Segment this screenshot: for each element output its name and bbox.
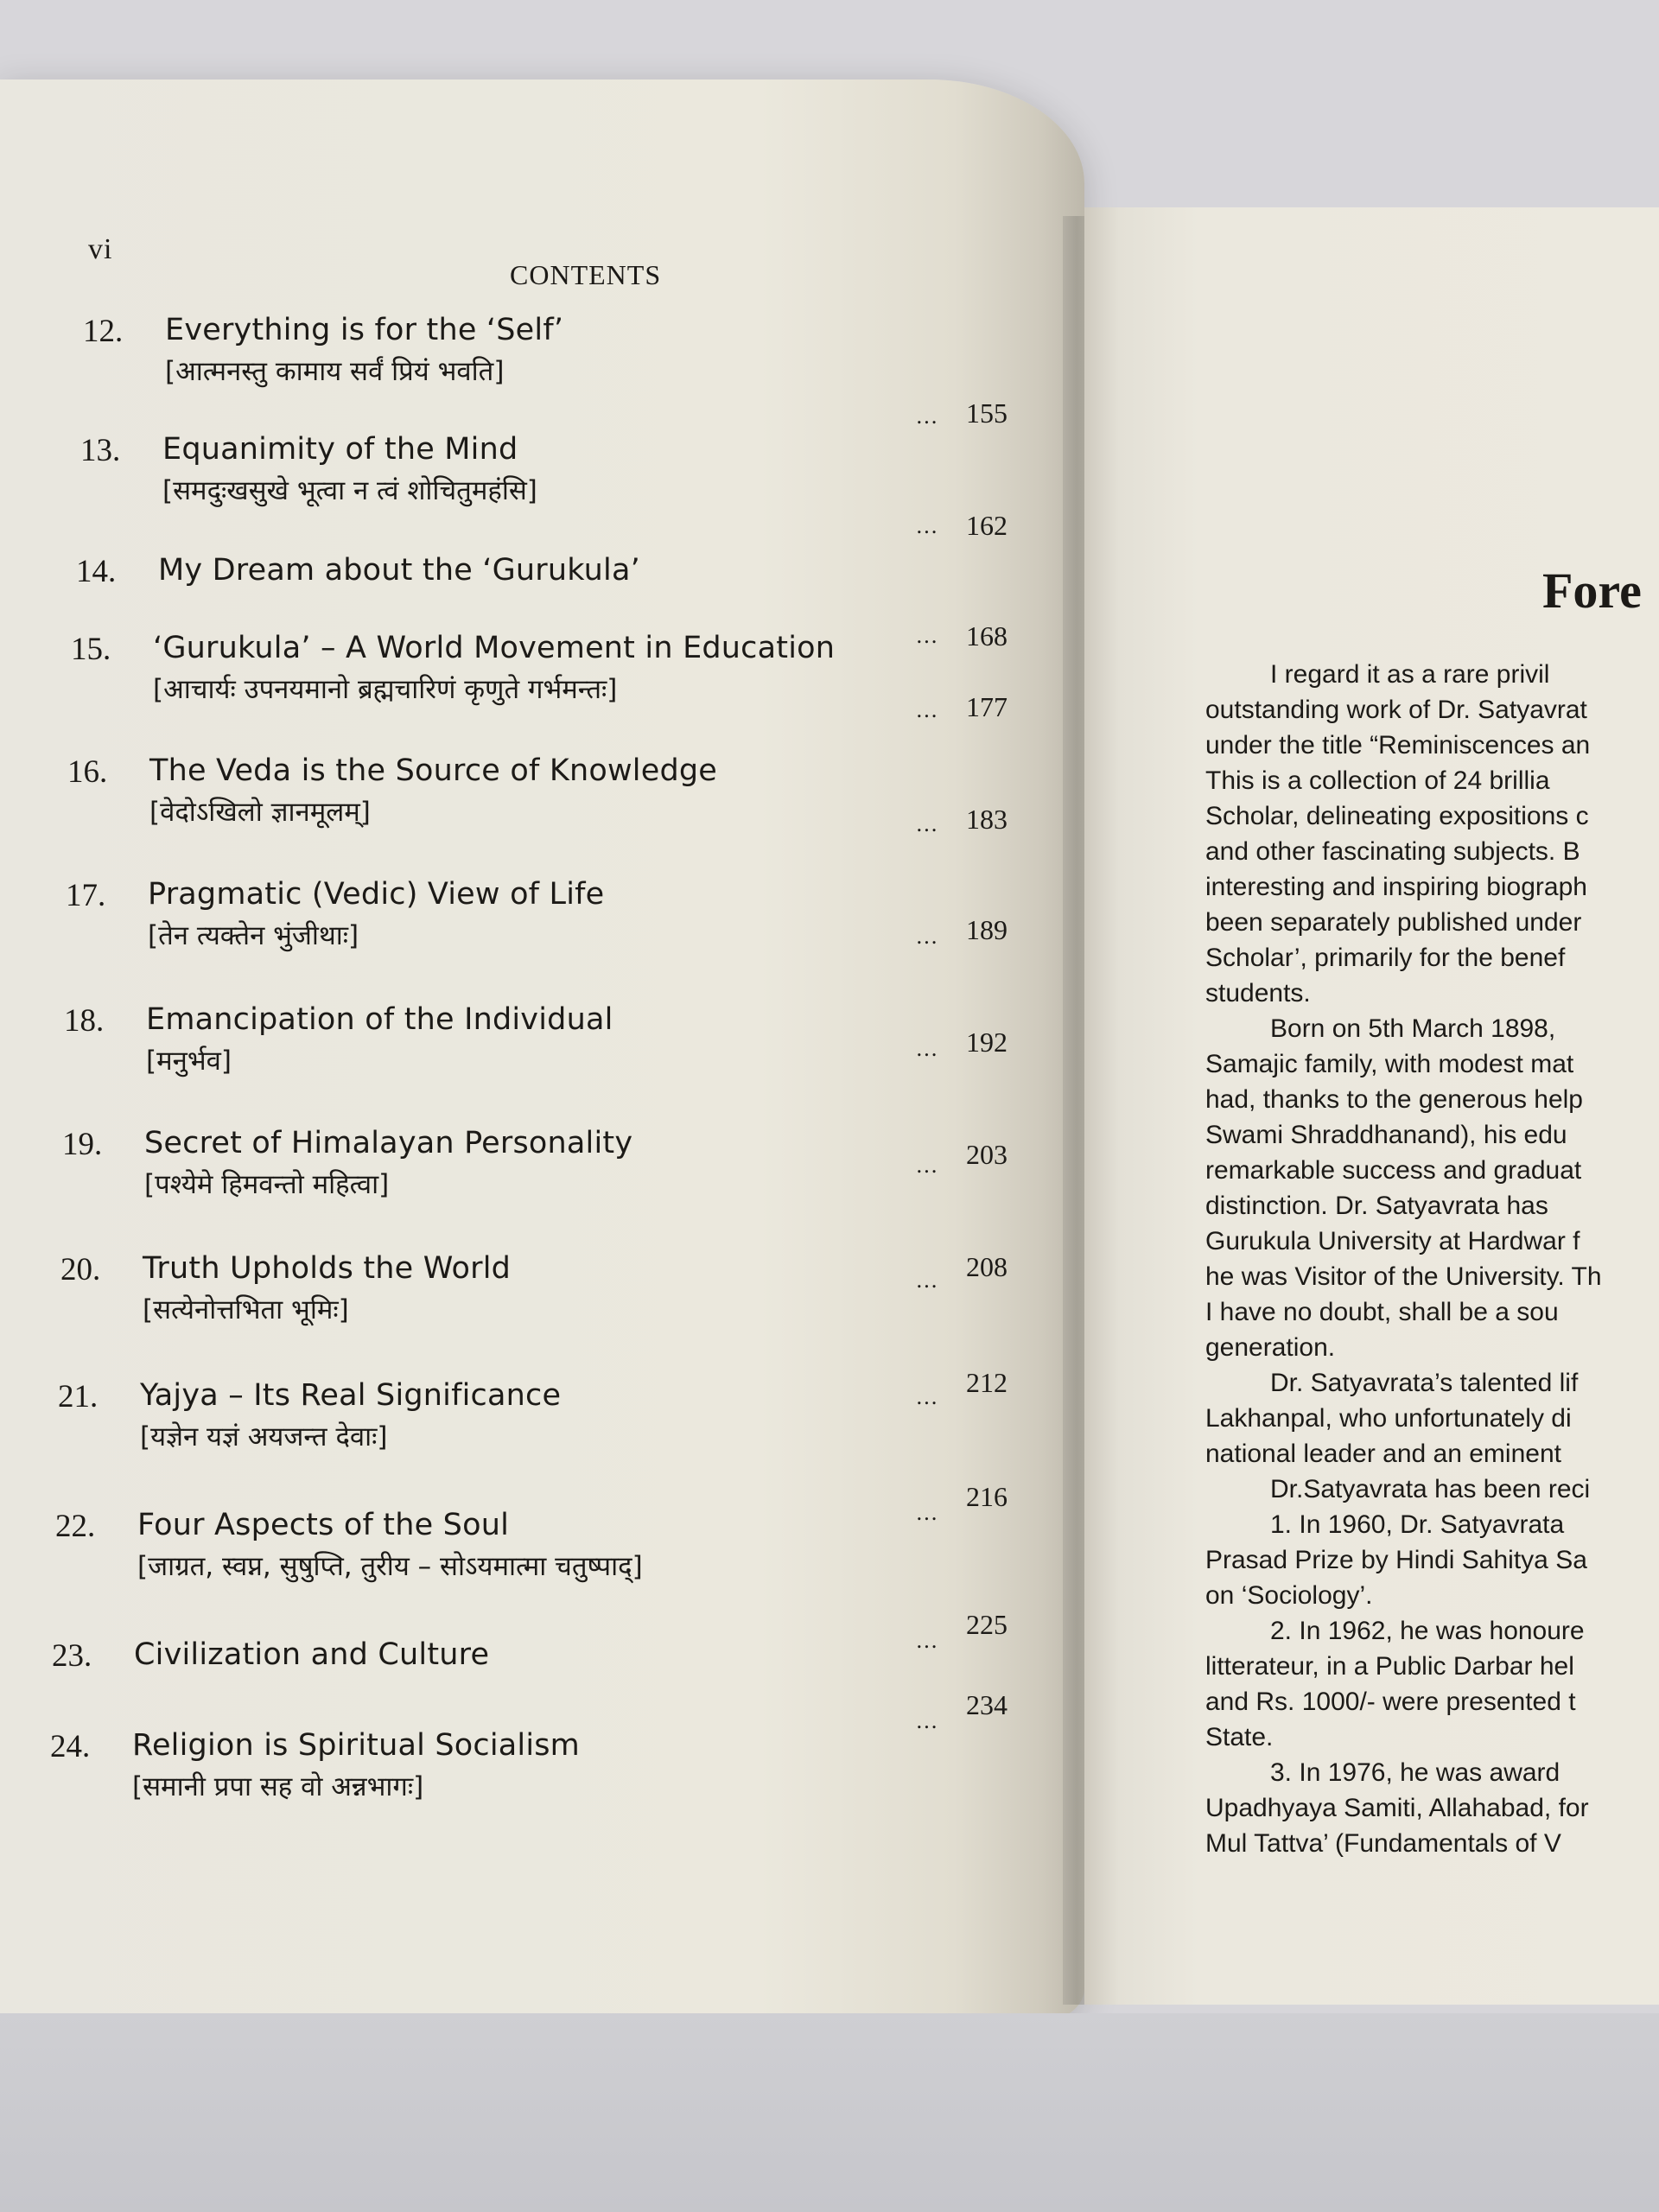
entry-page-number: 234 (966, 1689, 1007, 1720)
entry-sanskrit-subtitle: [पश्येमे हिमवन्तो महित्वा] (144, 1169, 390, 1200)
foreword-line: This is a collection of 24 brillia (1205, 766, 1550, 795)
entry-number: 16. (67, 754, 108, 790)
foreword-line: and Rs. 1000/- were presented t (1205, 1688, 1576, 1716)
foreword-line: under the title “Reminiscences an (1205, 731, 1591, 760)
entry-sanskrit-subtitle: [जाग्रत, स्वप्न, सुषुप्ति, तुरीय – सोऽयमात्मा चतुष्पाद्] (137, 1551, 643, 1582)
foreword-line: national leader and an eminent (1205, 1440, 1561, 1468)
foreword-line: Dr. Satyavrata’s talented lif (1270, 1369, 1579, 1397)
foreword-line: Dr.Satyavrata has been reci (1270, 1475, 1591, 1503)
entry-number: 20. (60, 1252, 101, 1287)
entry-title: Emancipation of the Individual (146, 1002, 613, 1037)
foreword-line: remarkable success and graduat (1205, 1156, 1582, 1185)
dot-leader: ... (916, 1709, 938, 1733)
entry-page-number: 177 (966, 691, 1007, 722)
entry-page-number: 225 (966, 1609, 1007, 1640)
entry-page-number: 203 (966, 1139, 1007, 1170)
foreword-line: I regard it as a rare privil (1270, 660, 1550, 689)
entry-sanskrit-subtitle: [आचार्यः उपनयमानो ब्रह्मचारिणं कृणुते गर्भमन्तः] (153, 674, 618, 705)
dot-leader: ... (916, 1629, 938, 1653)
entry-number: 17. (66, 878, 106, 913)
entry-page-number: 192 (966, 1027, 1007, 1058)
entry-number: 13. (80, 433, 121, 468)
foreword-line: Lakhanpal, who unfortunately di (1205, 1404, 1572, 1433)
entry-title: Truth Upholds the World (143, 1251, 512, 1286)
foreword-line: Samajic family, with modest mat (1205, 1050, 1574, 1078)
entry-sanskrit-subtitle: [समानी प्रपा सह वो अन्नभागः] (132, 1771, 424, 1802)
entry-sanskrit-subtitle: [सत्येनोत्तभिता भूमिः] (143, 1294, 349, 1325)
entry-title: My Dream about the ‘Gurukula’ (158, 553, 640, 588)
entry-title: Four Aspects of the Soul (137, 1508, 510, 1542)
entry-sanskrit-subtitle: [यज्ञेन यज्ञं अयजन्त देवाः] (140, 1421, 388, 1452)
entry-number: 21. (58, 1379, 99, 1414)
entry-number: 12. (83, 314, 124, 349)
entry-sanskrit-subtitle: [वेदोऽखिलो ज्ञानमूलम्] (149, 797, 371, 828)
foreword-line: distinction. Dr. Satyavrata has (1205, 1192, 1548, 1220)
entry-title: Pragmatic (Vedic) View of Life (148, 877, 605, 912)
entry-sanskrit-subtitle: [मनुर्भव] (146, 1046, 232, 1077)
foreword-line: Gurukula University at Hardwar f (1205, 1227, 1580, 1255)
dot-leader: ... (916, 1154, 938, 1178)
dot-leader: ... (916, 404, 938, 429)
entry-number: 14. (76, 554, 117, 589)
dot-leader: ... (916, 1385, 938, 1409)
entry-number: 19. (62, 1127, 103, 1162)
entry-title: ‘Gurukula’ – A World Movement in Education (153, 631, 836, 665)
foreword-line: on ‘Sociology’. (1205, 1581, 1373, 1610)
foreword-line: litterateur, in a Public Darbar hel (1205, 1652, 1574, 1681)
foreword-line: 3. In 1976, he was award (1270, 1758, 1560, 1787)
foreword-line: Scholar, delineating expositions c (1205, 802, 1589, 830)
dot-leader: ... (916, 624, 938, 648)
foreword-line: Mul Tattva’ (Fundamentals of V (1205, 1829, 1561, 1858)
dot-leader: ... (916, 698, 938, 722)
dot-leader: ... (916, 1037, 938, 1061)
entry-number: 18. (64, 1003, 105, 1039)
foreword-line: interesting and inspiring biograph (1205, 873, 1587, 901)
entry-page-number: 162 (966, 510, 1007, 541)
entry-page-number: 212 (966, 1367, 1007, 1398)
foreword-line: outstanding work of Dr. Satyavrat (1205, 696, 1587, 724)
entry-sanskrit-subtitle: [तेन त्यक्तेन भुंजीथाः] (148, 920, 359, 951)
entry-page-number: 208 (966, 1251, 1007, 1282)
foreword-text (1205, 657, 1659, 1861)
dot-leader: ... (916, 812, 938, 836)
entry-number: 24. (50, 1729, 91, 1764)
foreword-line: 1. In 1960, Dr. Satyavrata (1270, 1510, 1565, 1539)
foreword-line: he was Visitor of the University. Th (1205, 1262, 1602, 1291)
entry-title: Yajya – Its Real Significance (140, 1378, 562, 1413)
foreword-line: Born on 5th March 1898, (1270, 1014, 1556, 1043)
entry-number: 15. (71, 632, 111, 667)
foreword-line: been separately published under (1205, 908, 1582, 937)
entry-sanskrit-subtitle: [समदुःखसुखे भूत्वा न त्वं शोचितुमहंसि] (162, 475, 537, 506)
page-number: vi (88, 233, 113, 265)
entry-number: 23. (52, 1638, 92, 1674)
dot-leader: ... (916, 1501, 938, 1525)
foreword-line: Prasad Prize by Hindi Sahitya Sa (1205, 1546, 1587, 1574)
foreword-line: generation. (1205, 1333, 1336, 1362)
entry-page-number: 155 (966, 397, 1007, 429)
foreword-line: Scholar’, primarily for the benef (1205, 944, 1566, 972)
foreword-heading: Fore (1542, 563, 1642, 619)
dot-leader: ... (916, 514, 938, 538)
foreword-line: 2. In 1962, he was honoure (1270, 1617, 1585, 1645)
entry-page-number: 189 (966, 914, 1007, 945)
entry-title: Secret of Himalayan Personality (144, 1126, 633, 1160)
running-head: CONTENTS (510, 259, 662, 290)
entry-page-number: 168 (966, 620, 1007, 652)
foreword-line: I have no doubt, shall be a sou (1205, 1298, 1559, 1326)
foreword-line: had, thanks to the generous help (1205, 1085, 1583, 1114)
entry-sanskrit-subtitle: [आत्मनस्तु कामाय सर्वं प्रियं भवति] (165, 356, 505, 387)
entry-page-number: 183 (966, 804, 1007, 835)
foreword-line: State. (1205, 1723, 1274, 1751)
entry-title: Everything is for the ‘Self’ (165, 313, 564, 347)
entry-title: Civilization and Culture (134, 1637, 490, 1672)
dot-leader: ... (916, 1268, 938, 1293)
foreword-line: and other fascinating subjects. B (1205, 837, 1580, 866)
entry-title: Equanimity of the Mind (162, 432, 518, 467)
entry-title: Religion is Spiritual Socialism (132, 1728, 580, 1763)
entry-title: The Veda is the Source of Knowledge (149, 753, 718, 788)
dot-leader: ... (916, 925, 938, 949)
foreword-line: Swami Shraddhanand), his edu (1205, 1121, 1567, 1149)
entry-number: 22. (55, 1509, 96, 1544)
entry-page-number: 216 (966, 1481, 1007, 1512)
foreword-line: students. (1205, 979, 1311, 1007)
foreword-line: Upadhyaya Samiti, Allahabad, for (1205, 1794, 1589, 1822)
